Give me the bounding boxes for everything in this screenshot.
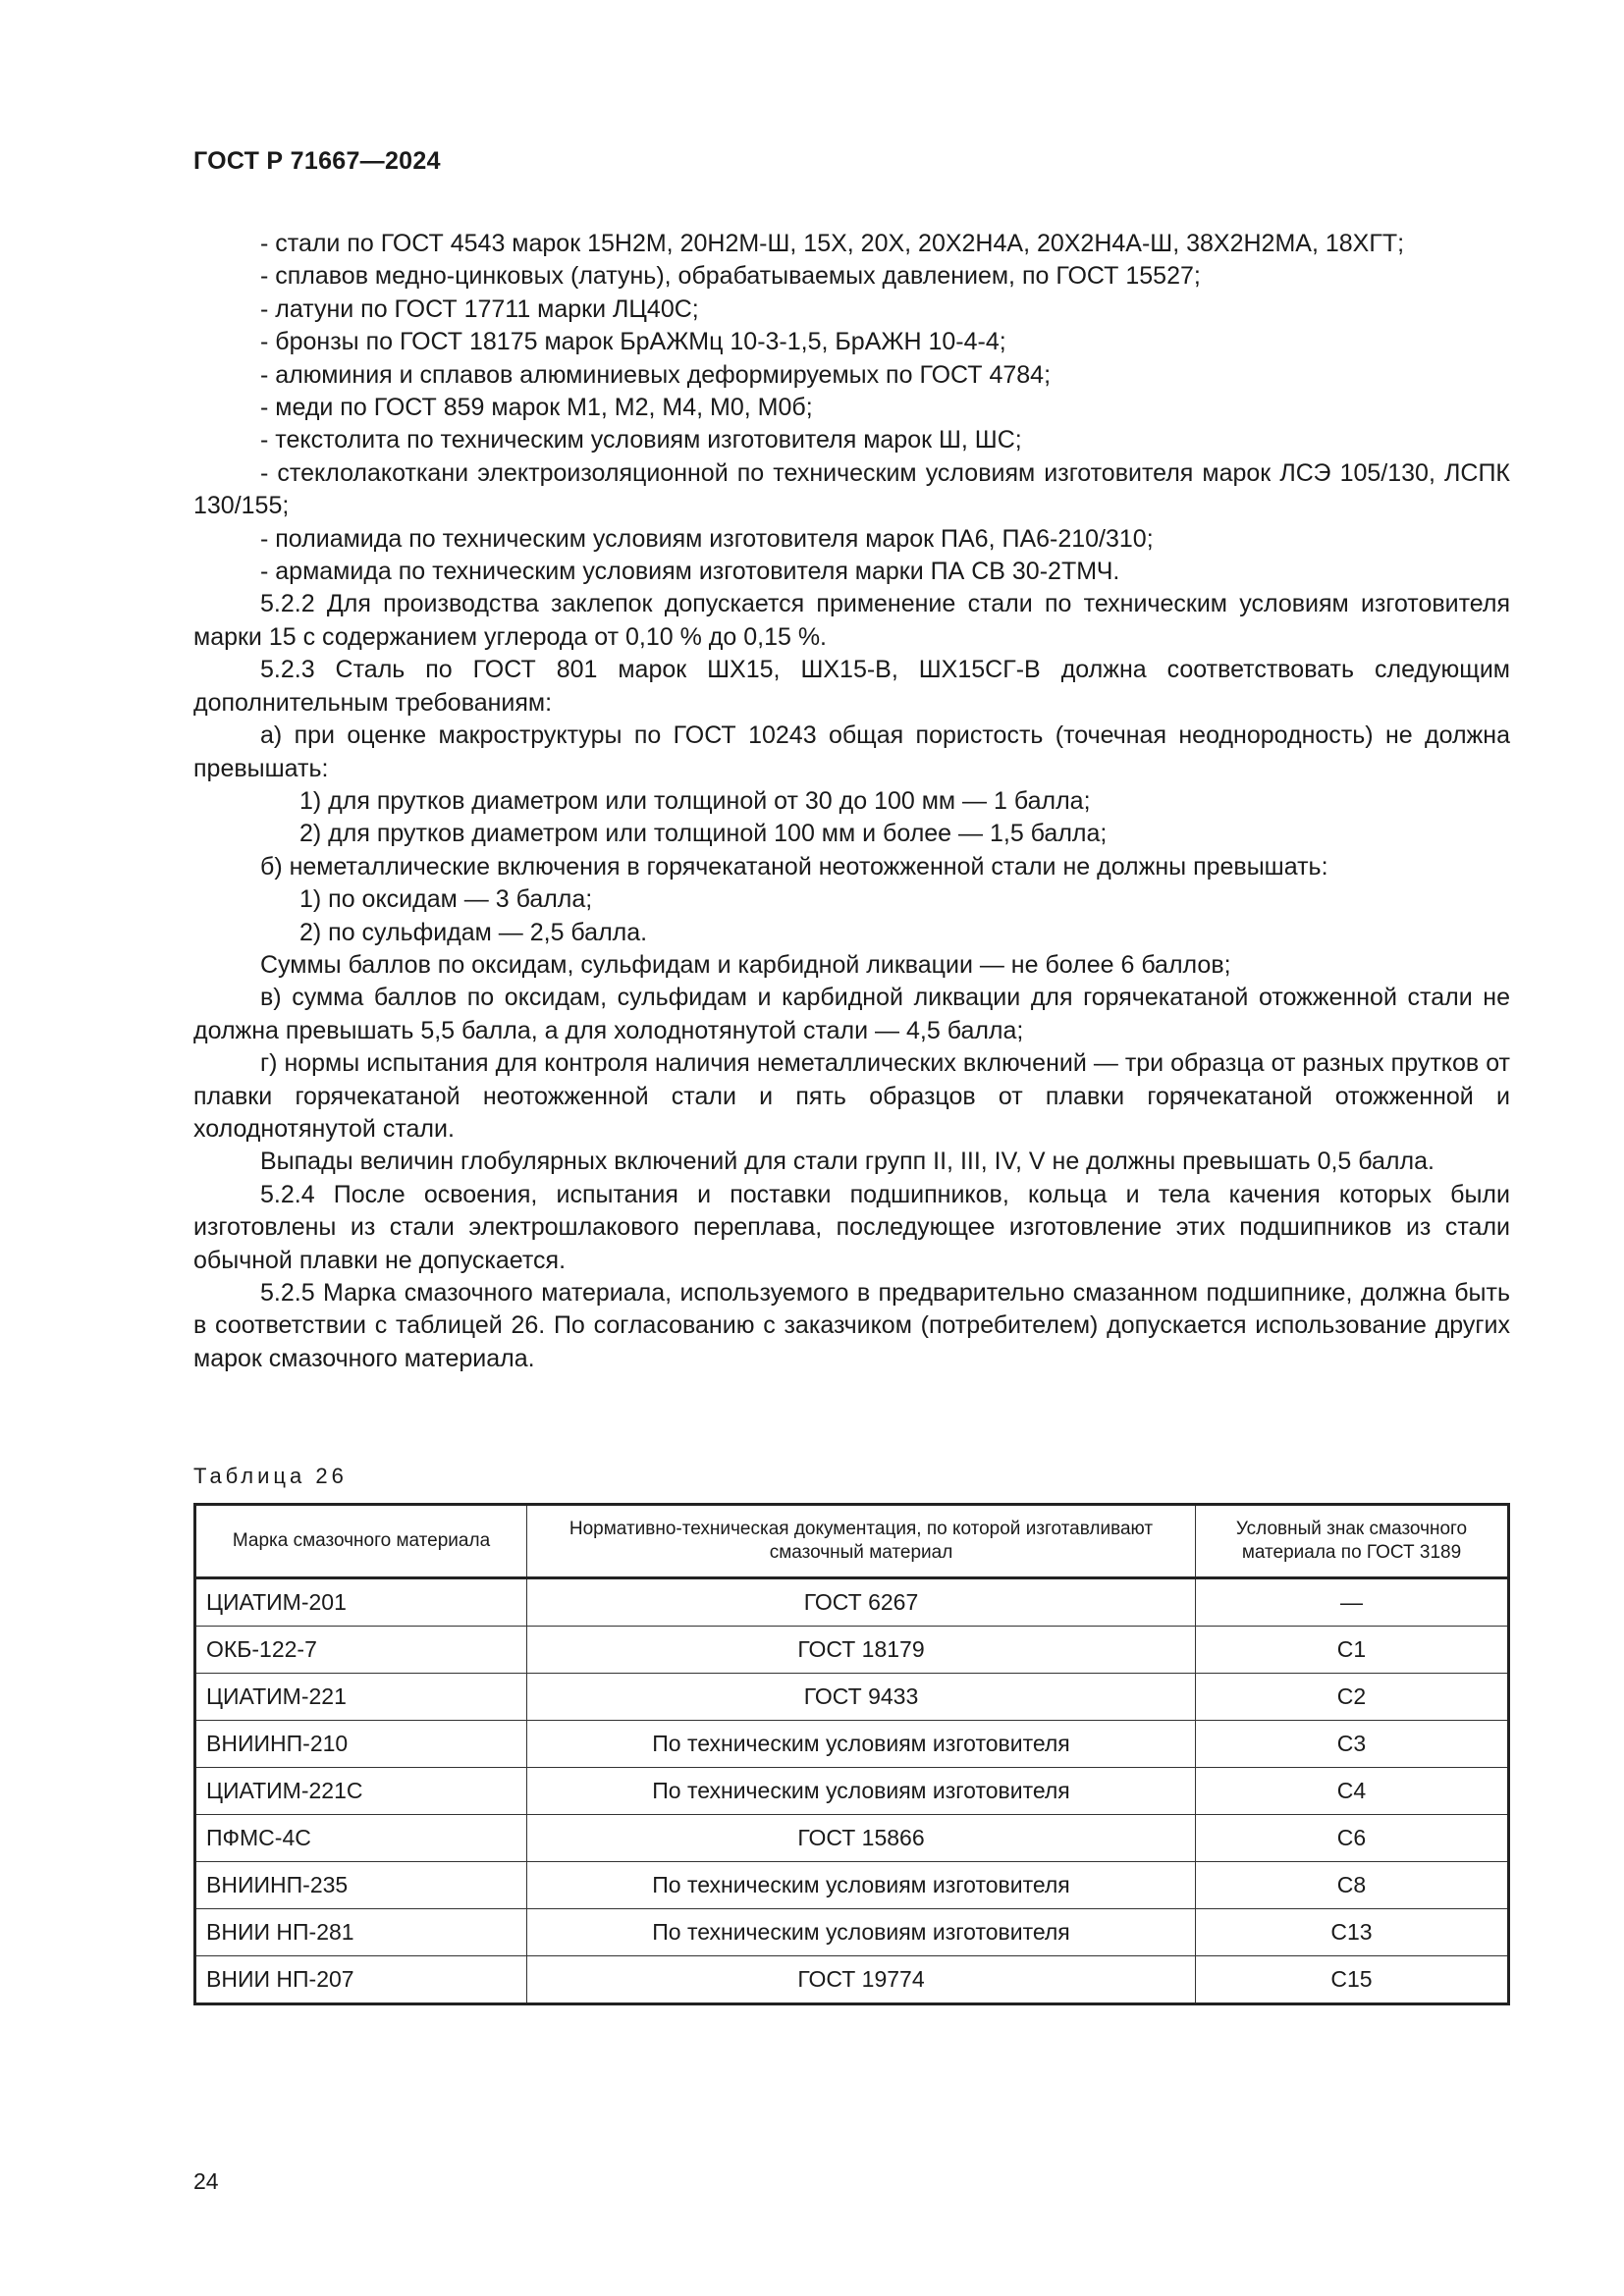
cell-grade: ВНИИНП-235 bbox=[195, 1862, 527, 1909]
paragraph: - сплавов медно-цинковых (латунь), обрабатываемых давлением, по ГОСТ 15527; bbox=[260, 262, 1201, 291]
column-header-symbol: Условный знак смазочного материала по ГОСТ 3189 bbox=[1196, 1505, 1509, 1578]
paragraph: - армамида по техническим условиям изготовителя марки ПА СВ 30-2ТМЧ. bbox=[260, 558, 1120, 586]
paragraph: - бронзы по ГОСТ 18175 марок БрАЖМц 10-3-1,5, БрАЖН 10-4-4; bbox=[260, 328, 1006, 356]
cell-symbol: С8 bbox=[1196, 1862, 1509, 1909]
paragraph: в) сумма баллов по оксидам, сульфидам и карбидной ликвации для горячекатаной отожженной стали не должна превышать 5,5 балла, а для холоднотянутой стали — 4,5 балла; bbox=[193, 984, 1510, 1044]
cell-symbol: С1 bbox=[1196, 1627, 1509, 1674]
cell-grade: ВНИИНП-210 bbox=[195, 1721, 527, 1768]
page-header: ГОСТ Р 71667—2024 bbox=[193, 147, 441, 175]
paragraph: Суммы баллов по оксидам, сульфидам и карбидной ликвации — не более 6 баллов; bbox=[260, 950, 1231, 979]
cell-documentation: ГОСТ 19774 bbox=[527, 1956, 1196, 2004]
paragraph: 5.2.5 Марка смазочного материала, используемого в предварительно смазанном подшипнике, должна быть в соответствии с таблицей 26. По согласованию с заказчиком (потребителем) допускается использование других марок смазочного материала. bbox=[193, 1279, 1510, 1372]
cell-documentation: По техническим условиям изготовителя bbox=[527, 1909, 1196, 1956]
cell-symbol: С6 bbox=[1196, 1815, 1509, 1862]
cell-documentation: По техническим условиям изготовителя bbox=[527, 1768, 1196, 1815]
table-row bbox=[195, 1578, 1509, 1627]
cell-symbol: С13 bbox=[1196, 1909, 1509, 1956]
paragraph: - меди по ГОСТ 859 марок М1, М2, М4, М0, М0б; bbox=[260, 394, 813, 422]
table-row bbox=[195, 1862, 1509, 1909]
paragraph: - стеклолакоткани электроизоляционной по техническим условиям изготовителя марок ЛСЭ 105/130, ЛСПК 130/155; bbox=[193, 458, 1510, 520]
cell-grade: ЦИАТИМ-221С bbox=[195, 1768, 527, 1815]
table-row bbox=[195, 1674, 1509, 1721]
column-header-documentation: Нормативно-техническая документация, по которой изготавливают смазочный материал bbox=[527, 1505, 1196, 1578]
column-header-grade: Марка смазочного материала bbox=[195, 1505, 527, 1578]
cell-documentation: По техническим условиям изготовителя bbox=[527, 1862, 1196, 1909]
cell-documentation: По техническим условиям изготовителя bbox=[527, 1721, 1196, 1768]
cell-documentation: ГОСТ 18179 bbox=[527, 1627, 1196, 1674]
paragraph: 2) для прутков диаметром или толщиной 100 мм и более — 1,5 балла; bbox=[299, 820, 1108, 848]
table-row bbox=[195, 1815, 1509, 1862]
cell-documentation: ГОСТ 9433 bbox=[527, 1674, 1196, 1721]
cell-grade: ЦИАТИМ-221 bbox=[195, 1674, 527, 1721]
table-row bbox=[195, 1768, 1509, 1815]
table-header-row bbox=[195, 1505, 1509, 1578]
paragraph: - полиамида по техническим условиям изготовителя марок ПА6, ПА6-210/310; bbox=[260, 524, 1154, 553]
table-body bbox=[195, 1578, 1509, 2004]
paragraph: Выпады величин глобулярных включений для стали групп II, III, IV, V не должны превышать 0,5 балла. bbox=[260, 1148, 1435, 1176]
body-text bbox=[193, 228, 1510, 1375]
cell-symbol: С4 bbox=[1196, 1768, 1509, 1815]
cell-documentation: ГОСТ 6267 bbox=[527, 1578, 1196, 1627]
table-row bbox=[195, 1627, 1509, 1674]
paragraph: г) нормы испытания для контроля наличия неметаллических включений — три образца от разных прутков от плавки горячекатаной неотожженной стали и пять образцов от плавки горячекатаной отожженной и холоднотянутой стали. bbox=[193, 1049, 1510, 1143]
cell-grade: ЦИАТИМ-201 bbox=[195, 1578, 527, 1627]
paragraph: - латуни по ГОСТ 17711 марки ЛЦ40С; bbox=[260, 294, 699, 323]
table-row bbox=[195, 1721, 1509, 1768]
cell-symbol: С15 bbox=[1196, 1956, 1509, 2004]
cell-grade: ОКБ-122-7 bbox=[195, 1627, 527, 1674]
cell-grade: ПФМС-4С bbox=[195, 1815, 527, 1862]
cell-symbol: С2 bbox=[1196, 1674, 1509, 1721]
lubricant-table bbox=[193, 1503, 1510, 2005]
table-row bbox=[195, 1909, 1509, 1956]
paragraph: - текстолита по техническим условиям изготовителя марок Ш, ШС; bbox=[260, 426, 1022, 454]
cell-symbol: С3 bbox=[1196, 1721, 1509, 1768]
paragraph: 5.2.3 Сталь по ГОСТ 801 марок ШХ15, ШХ15-В, ШХ15СГ-В должна соответствовать следующим дополнительным требованиям: bbox=[193, 656, 1510, 717]
cell-symbol: — bbox=[1196, 1578, 1509, 1627]
paragraph: 1) для прутков диаметром или толщиной от 30 до 100 мм — 1 балла; bbox=[299, 786, 1091, 815]
paragraph: - стали по ГОСТ 4543 марок 15Н2М, 20Н2М-Ш, 15Х, 20Х, 20Х2Н4А, 20Х2Н4А-Ш, 38Х2Н2МА, 18ХГТ; bbox=[260, 230, 1405, 257]
table-row bbox=[195, 1956, 1509, 2004]
table-caption: Таблица 26 bbox=[193, 1464, 348, 1488]
paragraph: - алюминия и сплавов алюминиевых деформируемых по ГОСТ 4784; bbox=[260, 360, 1052, 389]
paragraph: б) неметаллические включения в горячекатаной неотожженной стали не должны превышать: bbox=[260, 852, 1328, 881]
paragraph: а) при оценке макроструктуры по ГОСТ 10243 общая пористость (точечная неоднородность) не должна превышать: bbox=[193, 721, 1510, 782]
cell-documentation: ГОСТ 15866 bbox=[527, 1815, 1196, 1862]
paragraph: 1) по оксидам — 3 балла; bbox=[299, 885, 593, 914]
paragraph: 5.2.4 После освоения, испытания и поставки подшипников, кольца и тела качения которых были изготовлены из стали электрошлакового переплава, последующее изготовление этих подшипников из стали обычной плавки не допускается. bbox=[193, 1180, 1510, 1274]
page-number: 24 bbox=[193, 2168, 219, 2194]
cell-grade: ВНИИ НП-281 bbox=[195, 1909, 527, 1956]
paragraph: 5.2.2 Для производства заклепок допускается применение стали по техническим условиям изготовителя марки 15 с содержанием углерода от 0,10 % до 0,15 %. bbox=[193, 590, 1510, 651]
paragraph: 2) по сульфидам — 2,5 балла. bbox=[299, 918, 648, 946]
cell-grade: ВНИИ НП-207 bbox=[195, 1956, 527, 2004]
